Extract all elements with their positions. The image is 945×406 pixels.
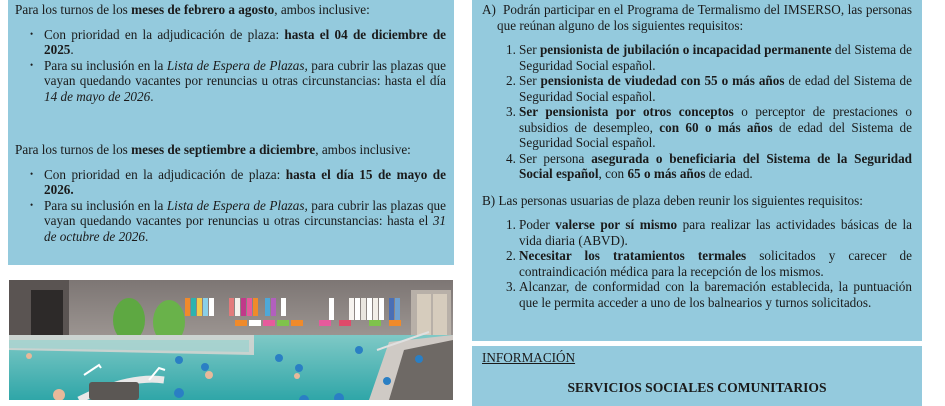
item-bold: pensionista de jubilación o incapacidad permanente	[539, 42, 832, 57]
item-text: , con	[598, 166, 628, 181]
item-italic: 31 de octubre de 2026	[44, 213, 446, 244]
intro-text: , ambos inclusive:	[274, 2, 370, 17]
item-italic: Lista de Espera de Plazas,	[166, 197, 308, 213]
item-bold: pensionista de viudedad con 55 o más años	[540, 73, 785, 88]
item-number: 1.	[506, 217, 516, 232]
list-item	[506, 248, 912, 279]
item-text: Ser	[519, 42, 540, 57]
item-text: .	[70, 42, 74, 57]
item-bold: hasta el 04 de diciembre de 2025	[44, 26, 447, 57]
item-bold: Necesitar los tratamientos termales	[519, 248, 747, 263]
item-bold: Ser pensionista por otros conceptos	[519, 104, 734, 119]
intro-bold: meses de febrero a agosto	[131, 2, 275, 17]
list-item	[36, 167, 446, 198]
item-bold: valerse por sí mismo	[555, 217, 678, 232]
item-text: Ser	[519, 73, 541, 88]
item-number: 1.	[506, 42, 516, 57]
requirements-panel	[472, 0, 922, 341]
list-item	[506, 104, 912, 151]
list-item	[36, 27, 446, 58]
list-item	[506, 73, 912, 104]
item-text: Poder	[519, 217, 556, 232]
item-italic: 14 de mayo de 2026	[44, 88, 151, 104]
item-text: Ser persona	[519, 150, 592, 166]
item-number: 3.	[506, 104, 516, 119]
item-bold: hasta el día 15 de mayo de 2026.	[44, 166, 446, 197]
item-text: .	[150, 88, 154, 104]
list-item	[506, 151, 912, 182]
item-text: Alcanzar, de conformidad con la baremación establecida, la puntuación que le permita acceder a uno de los balnearios y turnos solicitados.	[519, 279, 912, 310]
list-item	[506, 217, 912, 248]
item-text: para cubrir las plazas que vayan quedando vacantes por renuncias u otras circunstancias: hasta el	[44, 197, 446, 228]
spacer	[15, 104, 446, 142]
section-a-label: A)	[482, 2, 496, 17]
section-b-intro: B) Las personas usuarias de plaza deben reunir los siguientes requisitos:	[482, 192, 863, 208]
block1-list	[15, 27, 446, 105]
item-text: Con prioridad en la adjudicación de plaza:	[44, 26, 285, 42]
item-number: 3.	[506, 279, 516, 294]
item-text: del Sistema de Seguridad Social español.	[519, 42, 912, 73]
item-number: 2.	[506, 73, 516, 88]
section-b-list	[482, 217, 912, 310]
list-item	[36, 58, 446, 105]
intro-text: , ambos inclusive:	[315, 142, 411, 157]
section-a-list	[482, 42, 912, 182]
item-bold: asegurada o beneficiaria del Sistema de la Seguridad Social español	[519, 150, 913, 181]
block2-list	[15, 167, 446, 245]
list-item	[36, 198, 446, 245]
item-italic: Lista de Espera de Plazas,	[166, 57, 308, 73]
item-text: Con prioridad en la adjudicación de plaza:	[44, 166, 286, 182]
item-text: de edad del Sistema de Seguridad Social español.	[519, 73, 912, 104]
item-text: Para su inclusión en la	[44, 197, 167, 213]
info-title: INFORMACIÓN	[482, 350, 576, 365]
pool-image-illustration	[9, 280, 453, 400]
item-bold: con 60 o más años	[659, 119, 773, 135]
item-text: .	[144, 228, 149, 244]
block1-intro	[15, 2, 446, 18]
intro-text: Para los turnos de los	[15, 142, 132, 157]
item-text: solicitados y carecer de contraindicación médica para la recepción de los mismos.	[519, 248, 912, 279]
spa-pool-photo	[9, 280, 453, 400]
block2-intro	[15, 142, 446, 158]
item-number: 4.	[506, 150, 516, 166]
section-a-intro	[482, 2, 912, 33]
application-deadlines-panel	[8, 0, 454, 265]
item-text: de edad.	[705, 166, 753, 181]
list-item	[506, 42, 912, 73]
list-item	[506, 279, 912, 310]
item-text: para cubrir las plazas que vayan quedando vacantes por renuncias u otras circunstancias: hasta el día	[44, 57, 446, 88]
item-bold: 65 o más años	[627, 166, 706, 181]
section-a-text: Podrán participar en el Programa de Termalismo del IMSERSO, las personas que reúnan alguno de los siguientes requisitos:	[497, 2, 912, 33]
item-text: de edad del Sistema de Seguridad Social español.	[519, 119, 912, 150]
information-panel	[472, 346, 922, 406]
item-number: 2.	[506, 248, 516, 263]
item-text: o perceptor de prestaciones o subsidios de desempleo,	[519, 104, 912, 135]
intro-bold: meses de septiembre a diciembre	[131, 142, 316, 157]
item-text: Para su inclusión en la	[44, 57, 167, 73]
info-subtitle: SERVICIOS SOCIALES COMUNITARIOS	[567, 379, 827, 395]
intro-text: Para los turnos de los	[15, 2, 132, 17]
item-text: para realizar las actividades básicas de la vida diaria (ABVD).	[519, 217, 912, 248]
